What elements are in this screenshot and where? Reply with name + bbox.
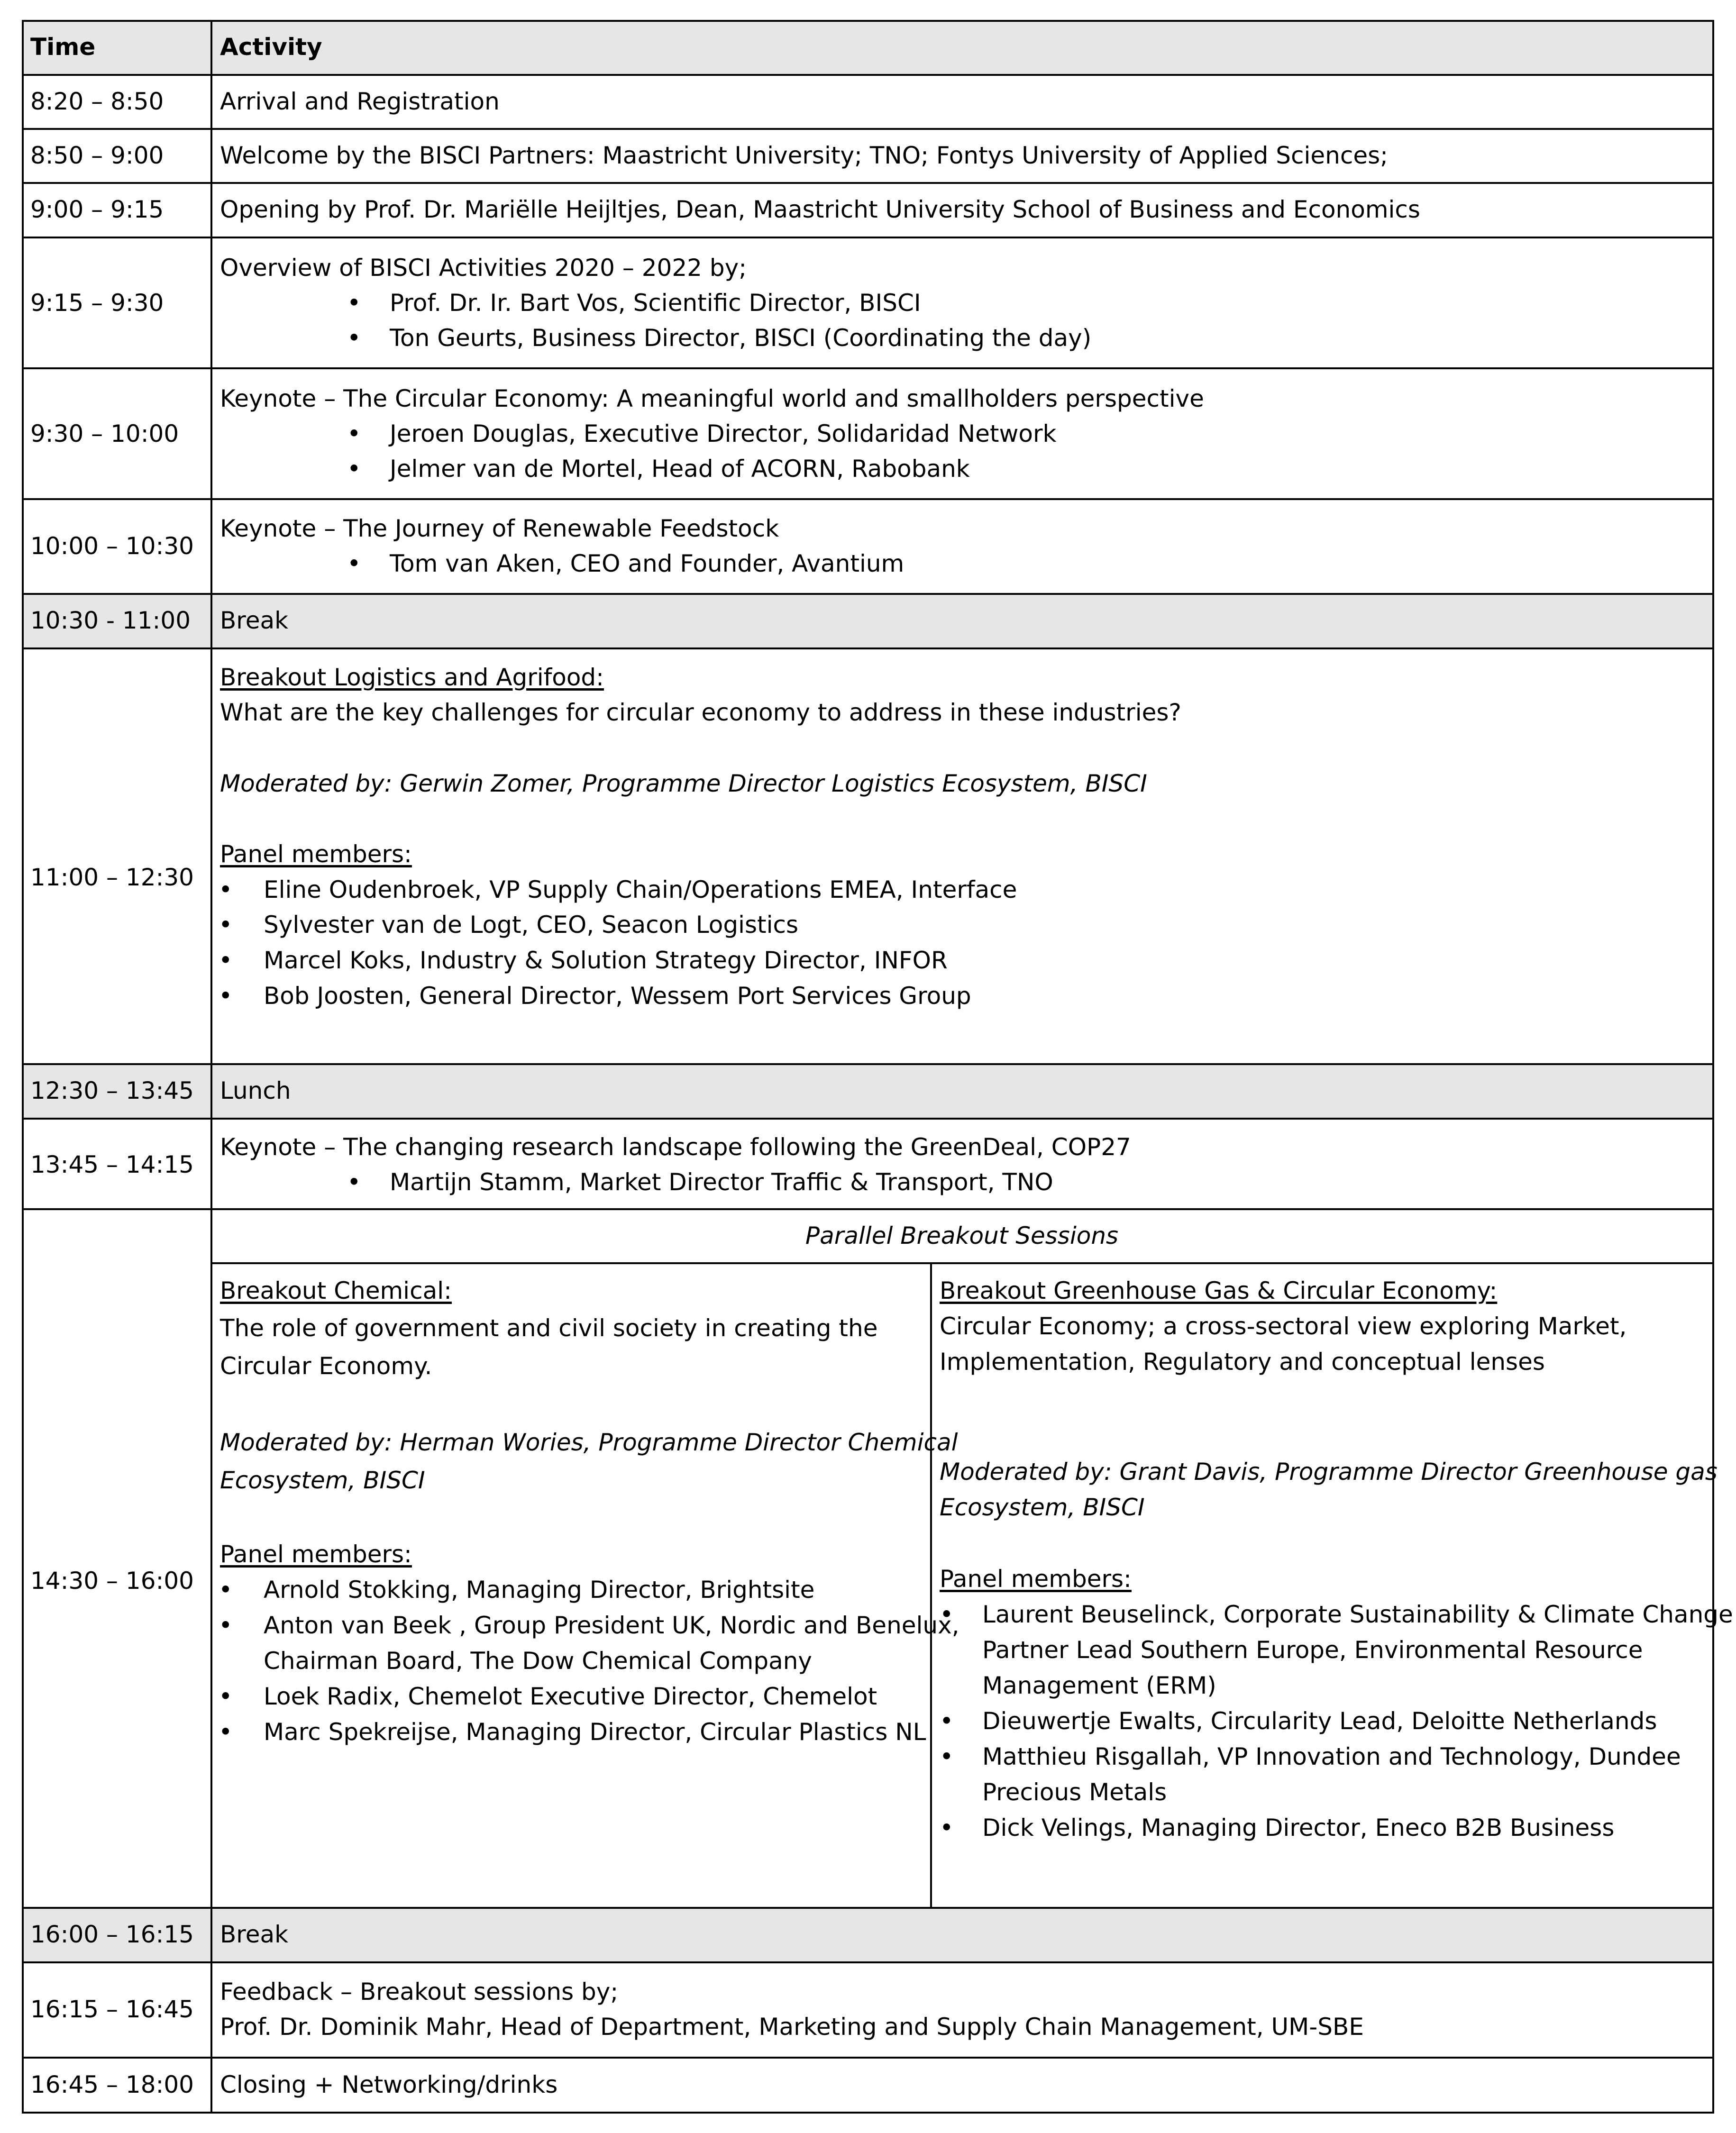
panel-member: • Sylvester van de Logt, CEO, Seacon Logistics [264,907,798,942]
panel-member-cont: Precious Metals [982,1778,1167,1806]
agenda-table [22,20,1733,2114]
row-time: 9:00 – 9:15 [30,196,164,223]
row-activity: Arrival and Registration [220,88,500,115]
column-header-time: Time [30,33,96,61]
panel-member-cont: Management (ERM) [982,1672,1216,1699]
row-activity: Welcome by the BISCI Partners: Maastricht University; TNO; Fontys University of Applied Sciences; [220,142,1388,169]
panel-member: • Eline Oudenbroek, VP Supply Chain/Operations EMEA, Interface [264,872,1017,907]
speaker-item: • Jeroen Douglas, Executive Director, Solidaridad Network [390,416,1056,451]
panel-member: • Arnold Stokking, Managing Director, Brightsite [264,1572,814,1607]
row-activity: Break [220,1921,289,1948]
panel-member-cont: Partner Lead Southern Europe, Environmental Resource [982,1636,1643,1664]
speaker-item: • Prof. Dr. Ir. Bart Vos, Scientific Director, BISCI [390,285,921,320]
parallel-sessions-title: Parallel Breakout Sessions [805,1222,1119,1249]
panel-member: • Dieuwertje Ewalts, Circularity Lead, Deloitte Netherlands [982,1704,1657,1739]
panel-label: Panel members: [220,1540,412,1568]
row-activity: Break [220,607,289,634]
row-title: Keynote – The changing research landscape following the GreenDeal, COP27 [220,1133,1131,1161]
row-time: 16:15 – 16:45 [30,1996,194,2023]
moderator-text: Moderated by: Herman Wories, Programme Director Chemical [220,1429,958,1456]
breakout-question: What are the key challenges for circular economy to address in these industries? [220,699,1181,726]
breakout-heading: Breakout Logistics and Agrifood: [220,664,604,691]
row-detail: Prof. Dr. Dominik Mahr, Head of Department, Marketing and Supply Chain Management, UM-SBE [220,2013,1364,2041]
breakout-description: The role of government and civil society in creating the [220,1314,878,1342]
panel-member-cont: Chairman Board, The Dow Chemical Company [264,1647,812,1675]
breakout-description: Circular Economy; a cross-sectoral view exploring Market, [940,1313,1627,1340]
breakout-description: Implementation, Regulatory and conceptual lenses [940,1348,1545,1376]
speaker-item: • Martijn Stamm, Market Director Traffic & Transport, TNO [390,1165,1053,1200]
row-title: Keynote – The Journey of Renewable Feedstock [220,515,779,542]
row-activity: Lunch [220,1077,291,1104]
panel-label: Panel members: [220,840,412,868]
speaker-item: • Jelmer van de Mortel, Head of ACORN, Rabobank [390,451,970,486]
row-time: 10:30 - 11:00 [30,607,191,634]
panel-label: Panel members: [940,1565,1132,1593]
moderator-text: Moderated by: Grant Davis, Programme Director Greenhouse gas [940,1458,1718,1486]
panel-member: • Anton van Beek , Group President UK, Nordic and Benelux, [264,1608,959,1643]
row-time: 16:45 – 18:00 [30,2071,194,2098]
row-time: 13:45 – 14:15 [30,1151,194,1178]
speaker-item: • Tom van Aken, CEO and Founder, Avantium [390,546,904,581]
moderator-text: Moderated by: Gerwin Zomer, Programme Director Logistics Ecosystem, BISCI [220,770,1147,797]
row-time: 11:00 – 12:30 [30,864,194,891]
breakout-heading: Breakout Chemical: [220,1277,452,1304]
row-activity: Opening by Prof. Dr. Mariëlle Heijltjes, Dean, Maastricht University School of Business and Economics [220,196,1420,223]
panel-member: • Bob Joosten, General Director, Wessem Port Services Group [264,978,971,1013]
row-time: 9:30 – 10:00 [30,420,179,447]
speaker-item: • Ton Geurts, Business Director, BISCI (Coordinating the day) [390,320,1091,356]
row-title: Overview of BISCI Activities 2020 – 2022 by; [220,254,747,282]
panel-member: • Loek Radix, Chemelot Executive Director, Chemelot [264,1679,877,1714]
row-title: Keynote – The Circular Economy: A meaningful world and smallholders perspective [220,385,1204,412]
row-time: 12:30 – 13:45 [30,1077,194,1104]
row-time: 8:20 – 8:50 [30,88,164,115]
panel-member: • Dick Velings, Managing Director, Eneco B2B Business [982,1810,1614,1845]
breakout-description: Circular Economy. [220,1352,432,1380]
row-time: 14:30 – 16:00 [30,1567,194,1595]
panel-member: • Laurent Beuselinck, Corporate Sustainability & Climate Change [982,1597,1733,1632]
panel-member: • Marc Spekreijse, Managing Director, Circular Plastics NL [264,1714,926,1750]
row-time: 8:50 – 9:00 [30,142,164,169]
row-title: Feedback – Breakout sessions by; [220,1978,619,2005]
panel-member: • Matthieu Risgallah, VP Innovation and Technology, Dundee [982,1739,1681,1774]
row-activity: Closing + Networking/drinks [220,2071,558,2098]
row-time: 16:00 – 16:15 [30,1921,194,1948]
row-time: 9:15 – 9:30 [30,289,164,317]
column-header-activity: Activity [220,33,322,61]
breakout-heading: Breakout Greenhouse Gas & Circular Economy: [940,1277,1498,1304]
moderator-text: Ecosystem, BISCI [220,1467,425,1494]
moderator-text: Ecosystem, BISCI [940,1494,1145,1521]
row-time: 10:00 – 10:30 [30,532,194,560]
panel-member: • Marcel Koks, Industry & Solution Strategy Director, INFOR [264,943,948,978]
